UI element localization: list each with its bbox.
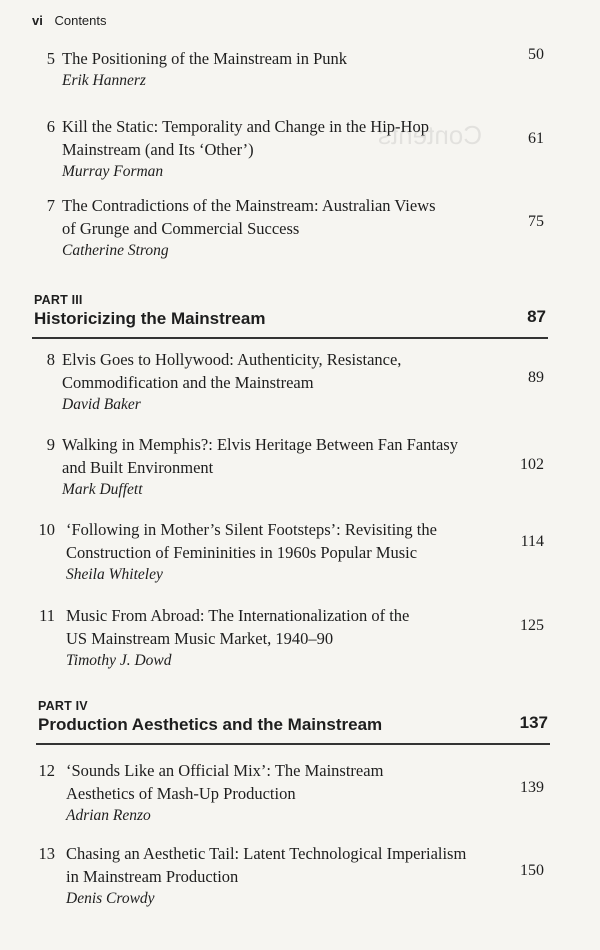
part-heading-4[interactable] xyxy=(38,699,548,735)
page-header xyxy=(32,13,107,28)
part-label: PART III xyxy=(34,293,83,307)
chapter-title-line: The Contradictions of the Mainstream: Australian Views xyxy=(62,196,436,215)
show-through-text: Contents xyxy=(378,120,483,150)
part-label: PART IV xyxy=(38,699,88,713)
chapter-author: Catherine Strong xyxy=(62,242,169,259)
chapter-author: Adrian Renzo xyxy=(66,807,151,824)
chapter-page: 75 xyxy=(528,213,544,230)
page-number: vi xyxy=(32,13,43,28)
part-title: Historicizing the Mainstream xyxy=(34,309,266,328)
chapter-number: 13 xyxy=(38,844,55,863)
chapter-title-line: Elvis Goes to Hollywood: Authenticity, Resistance, xyxy=(62,350,402,369)
chapter-author: Mark Duffett xyxy=(62,481,143,498)
chapter-title-line: Commodification and the Mainstream xyxy=(62,373,314,392)
chapter-number: 9 xyxy=(46,435,55,454)
chapter-author: David Baker xyxy=(62,396,141,413)
chapter-title-line: Aesthetics of Mash-Up Production xyxy=(66,784,296,803)
chapter-title-line: Music From Abroad: The Internationalization of the xyxy=(66,606,410,625)
chapter-page: 125 xyxy=(520,617,544,634)
chapter-title-line: US Mainstream Music Market, 1940–90 xyxy=(66,629,334,648)
chapter-page: 89 xyxy=(528,369,544,386)
chapter-author: Timothy J. Dowd xyxy=(66,652,172,669)
part-heading-3[interactable] xyxy=(34,293,546,329)
chapter-title-line: Mainstream (and Its ‘Other’) xyxy=(62,140,254,159)
chapter-number: 8 xyxy=(46,350,55,369)
chapter-title-line: Kill the Static: Temporality and Change in the Hip-Hop xyxy=(62,117,429,136)
chapter-title-line: in Mainstream Production xyxy=(66,867,239,886)
chapter-page: 150 xyxy=(520,862,544,879)
part-page: 137 xyxy=(519,713,548,732)
part-rule xyxy=(32,337,548,339)
chapter-page: 61 xyxy=(528,130,544,147)
chapter-author: Murray Forman xyxy=(62,163,164,180)
part-page: 87 xyxy=(527,307,546,326)
chapter-page: 114 xyxy=(520,533,544,550)
chapter-title-line: Chasing an Aesthetic Tail: Latent Technological Imperialism xyxy=(66,844,467,863)
chapter-title-line: ‘Sounds Like an Official Mix’: The Mainstream xyxy=(66,761,384,780)
chapter-number: 11 xyxy=(39,606,55,625)
chapter-title-line: and Built Environment xyxy=(62,458,214,477)
chapter-author: Sheila Whiteley xyxy=(66,566,163,583)
chapter-page: 102 xyxy=(520,456,544,473)
chapter-title-line: Walking in Memphis?: Elvis Heritage Between Fan Fantasy xyxy=(62,435,458,454)
chapter-page: 139 xyxy=(520,779,544,796)
chapter-title-line: of Grunge and Commercial Success xyxy=(62,219,300,238)
chapter-author: Denis Crowdy xyxy=(66,890,155,907)
chapter-title-line: The Positioning of the Mainstream in Punk xyxy=(62,49,348,68)
part-title: Production Aesthetics and the Mainstream xyxy=(38,715,383,734)
chapter-number: 10 xyxy=(38,520,55,539)
chapter-author: Erik Hannerz xyxy=(62,72,146,89)
chapter-number: 5 xyxy=(46,49,55,68)
chapter-page: 50 xyxy=(528,46,544,63)
part-rule xyxy=(36,743,550,745)
chapter-number: 7 xyxy=(46,196,55,215)
chapter-number: 6 xyxy=(46,117,55,136)
chapter-number: 12 xyxy=(38,761,55,780)
chapter-title-line: ‘Following in Mother’s Silent Footsteps’: Revisiting the xyxy=(66,520,437,539)
chapter-title-line: Construction of Femininities in 1960s Popular Music xyxy=(66,543,418,562)
running-title: Contents xyxy=(54,13,107,28)
